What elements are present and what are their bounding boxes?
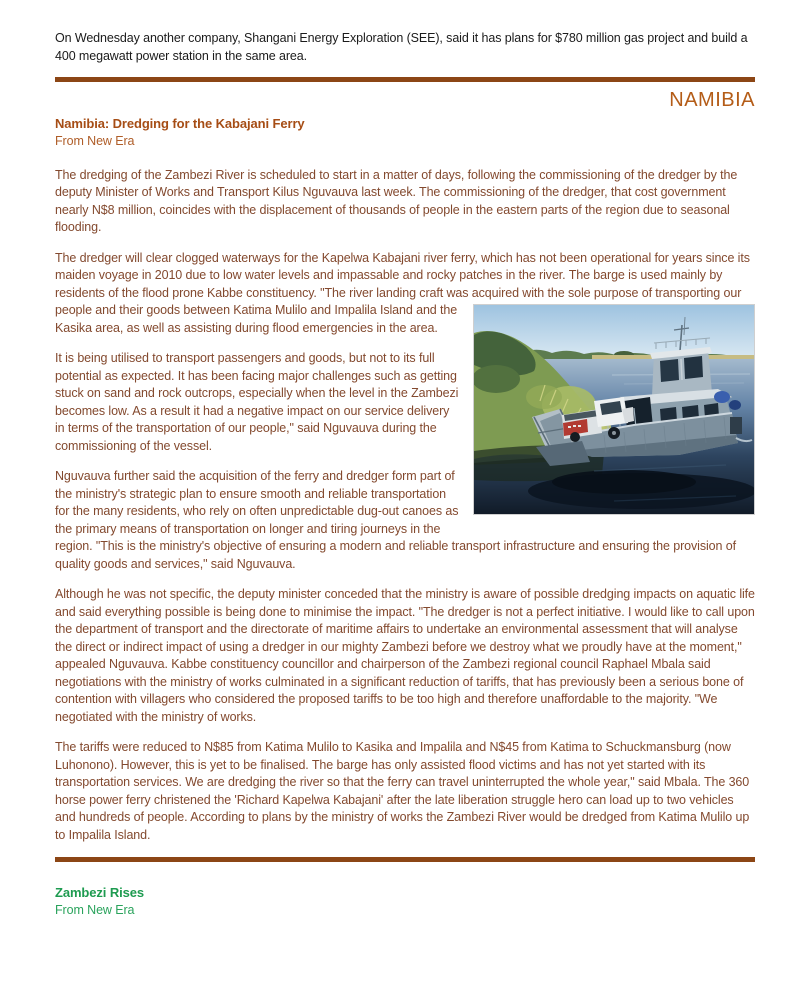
- section-divider-bottom: [55, 857, 755, 862]
- section-divider-top: [55, 77, 755, 82]
- article-paragraph-6: The tariffs were reduced to N$85 from Katima Mulilo to Kasika and Impalila and N$45 from Katima to Schuckmansburg (now Luhonono). However, this is yet to be finalised. The barge has only assisted flood victims and has not yet started with its transportation services. We are dredging the river so that the ferry can travel uninterrupted the whole year," said Mbala. The 360 horse power ferry christened the 'Richard Kapelwa Kabajani' after the late liberation struggle hero can load up to two vehicles and hundreds of people. According to plans by the ministry of works the Zambezi River would be dredged from Katima Mulilo up to Impalila Island.: [55, 740, 750, 842]
- article-source: From New Era: [55, 134, 135, 148]
- article-photo: [473, 304, 755, 515]
- next-article-title: Zambezi Rises: [55, 885, 145, 900]
- intro-paragraph: On Wednesday another company, Shangani Energy Exploration (SEE), said it has plans for $780 million gas project and build a 400 megawatt power station in the same area.: [55, 31, 748, 63]
- next-article-block: [55, 884, 755, 920]
- ferry-photo-illustration: [474, 305, 754, 514]
- article-paragraph-5: Although he was not specific, the deputy minister conceded that the ministry is aware of possible dredging impacts on aquatic life and said everything possible is being done to minimise the impact. "The dredger is not a perfect initiative. I would like to call upon the department of transport and the directorate of maritime affairs to undertake an environmental assessment that will analyse the direct or indirect impact of using a dredger in our mighty Zambezi before we destroy what we proudly have at the moment," appealed Nguvauva. Kabbe constituency councillor and chairperson of the Zambezi regional council Raphael Mbala said negotiations with the ministry of works culminated in a significant reduction of tariffs, that has previously been a serious bone of contention with villagers who considered the proposed tariffs to be too high and therefore unaffordable to the majority. "We negotiated with the ministry of works.: [55, 587, 755, 724]
- paragraph-2-text-before-photo: The dredger will clear clogged waterways for the Kapelwa Kabajani river ferry, which has not been operational for years since its maiden voyage in 2010 due to low water levels and impassable and rocky patches in the river. The barge is used mainly by residents of the flood prone Kabbe constituency. "The river landing craft was acquired with: [55, 250, 750, 300]
- article-paragraph-2: [55, 250, 755, 338]
- paragraph-2-text-after-photo: the sole purpose of transporting our people and their goods between Katima Mulilo and Impalila Island and the Kasika area, as well as assisting during flood emergencies in the area.: [55, 285, 742, 335]
- article-paragraph-4: Nguvauva further said the acquisition of the ferry and dredger form part of the ministry's strategic plan to ensure smooth and reliable transportation for the many residents, who rely on often unpredictable dug-out canoes as the primary means of transportation on longer and tiring journeys in the region. "This is the ministry's objective of ensuring a modern and reliable transport infrastructure and ensuring the provision of quality goods and services," said Nguvauva.: [55, 469, 736, 571]
- article-paragraph-3: It is being utilised to transport passengers and goods, but not to its full potential as expected. It has been facing major challenges such as getting stuck on sand and rock outcrops, especially when the level in the Zambezi becomes low. As a result it had a negative impact on our service delivery in terms of the transportation of our people," said Nguvauva during the commissioning of the vessel.: [55, 351, 459, 453]
- article-paragraph-1: The dredging of the Zambezi River is scheduled to start in a matter of days, following the commissioning of the dredger by the deputy Minister of Works and Transport Kilus Nguvauva last week. The commissioning of the dredger, that cost government nearly N$8 million, coincides with the displacement of thousands of people in the eastern parts of the region due to seasonal flooding.: [55, 167, 738, 234]
- section-label: NAMIBIA: [669, 89, 755, 111]
- article-title: Namibia: Dredging for the Kabajani Ferry: [55, 116, 305, 131]
- next-article-source: From New Era: [55, 903, 135, 917]
- photo-blue-tarp: [714, 391, 730, 403]
